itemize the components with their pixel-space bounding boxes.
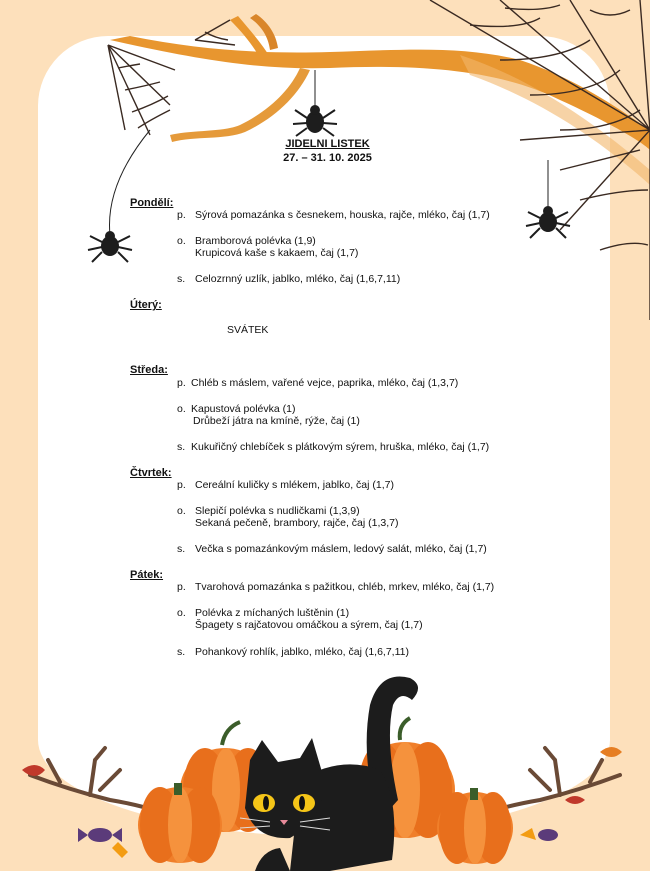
meal-marker: p. [177,209,186,221]
meal-marker: s. [177,441,186,453]
meal-text: Tvarohová pomazánka s pažitkou, chléb, mrkev, mléko, čaj (1,7) [195,581,495,593]
meal-marker: o. [177,403,186,415]
meal-item [177,581,494,593]
meal-text: Pohankový rohlík, jablko, mléko, čaj (1,6,7,11) [195,646,409,658]
meal-item [177,403,295,415]
meal-text: Drůbeží játra na kmíně, rýže, čaj (1) [193,415,360,427]
meal-text: Špagety s rajčatovou omáčkou a sýrem, čaj (1,7) [195,619,423,631]
meal-text: Polévka z míchaných luštěnin (1) [195,607,350,619]
meal-marker: o. [177,607,186,619]
pumpkin-icon [138,783,222,863]
meal-text: Sýrová pomazánka s česnekem, houska, rajče, mléko, čaj (1,7) [195,209,490,221]
meal-item [177,505,360,517]
day-heading-monday: Pondělí: [130,197,174,209]
meal-text: Celozrnný uzlík, jablko, mléko, čaj (1,6,7,11) [195,273,401,285]
meal-text: Kukuřičný chlebíček s plátkovým sýrem, hruška, mléko, čaj (1,7) [191,441,490,453]
meal-marker: p. [177,479,186,491]
meal-text: Chléb s máslem, vařené vejce, paprika, mléko, čaj (1,3,7) [191,377,459,389]
meal-item [177,209,490,221]
meal-marker: s. [177,273,186,285]
meal-text: Kapustová polévka (1) [191,403,296,415]
meal-marker: p. [177,377,186,389]
day-heading-thursday: Čtvrtek: [130,467,172,479]
meal-text: Cereální kuličky s mlékem, jablko, čaj (1,7) [195,479,394,491]
meal-marker: p. [177,581,186,593]
menu-date-range: 27. – 31. 10. 2025 [283,152,372,164]
day-heading-tuesday: Úterý: [130,299,162,311]
meal-marker: s. [177,543,186,555]
meal-item [177,646,409,658]
meal-text: Večka s pomazánkovým máslem, ledový salát, mléko, čaj (1,7) [195,543,487,555]
meal-text: Slepičí polévka s nudličkami (1,3,9) [195,505,360,517]
meal-text: Krupicová kaše s kakaem, čaj (1,7) [195,247,359,259]
meal-item [177,377,458,389]
meal-item [177,479,394,491]
day-heading-friday: Pátek: [130,569,164,581]
holiday-note: SVÁTEK [227,324,269,336]
meal-text: Bramborová polévka (1,9) [195,235,316,247]
meal-item [177,273,400,285]
meal-item [177,441,489,453]
meal-marker: o. [177,235,186,247]
meal-marker: s. [177,646,186,658]
meal-item [177,543,487,555]
meal-text: Sekaná pečeně, brambory, rajče, čaj (1,3,7) [195,517,399,529]
meal-marker: o. [177,505,186,517]
meal-item [177,607,349,619]
pumpkin-icon [437,788,513,864]
day-heading-wednesday: Středa: [130,364,168,376]
black-cat-icon [240,677,418,871]
menu-title: JIDELNI LISTEK [285,138,370,150]
meal-item [177,235,316,247]
